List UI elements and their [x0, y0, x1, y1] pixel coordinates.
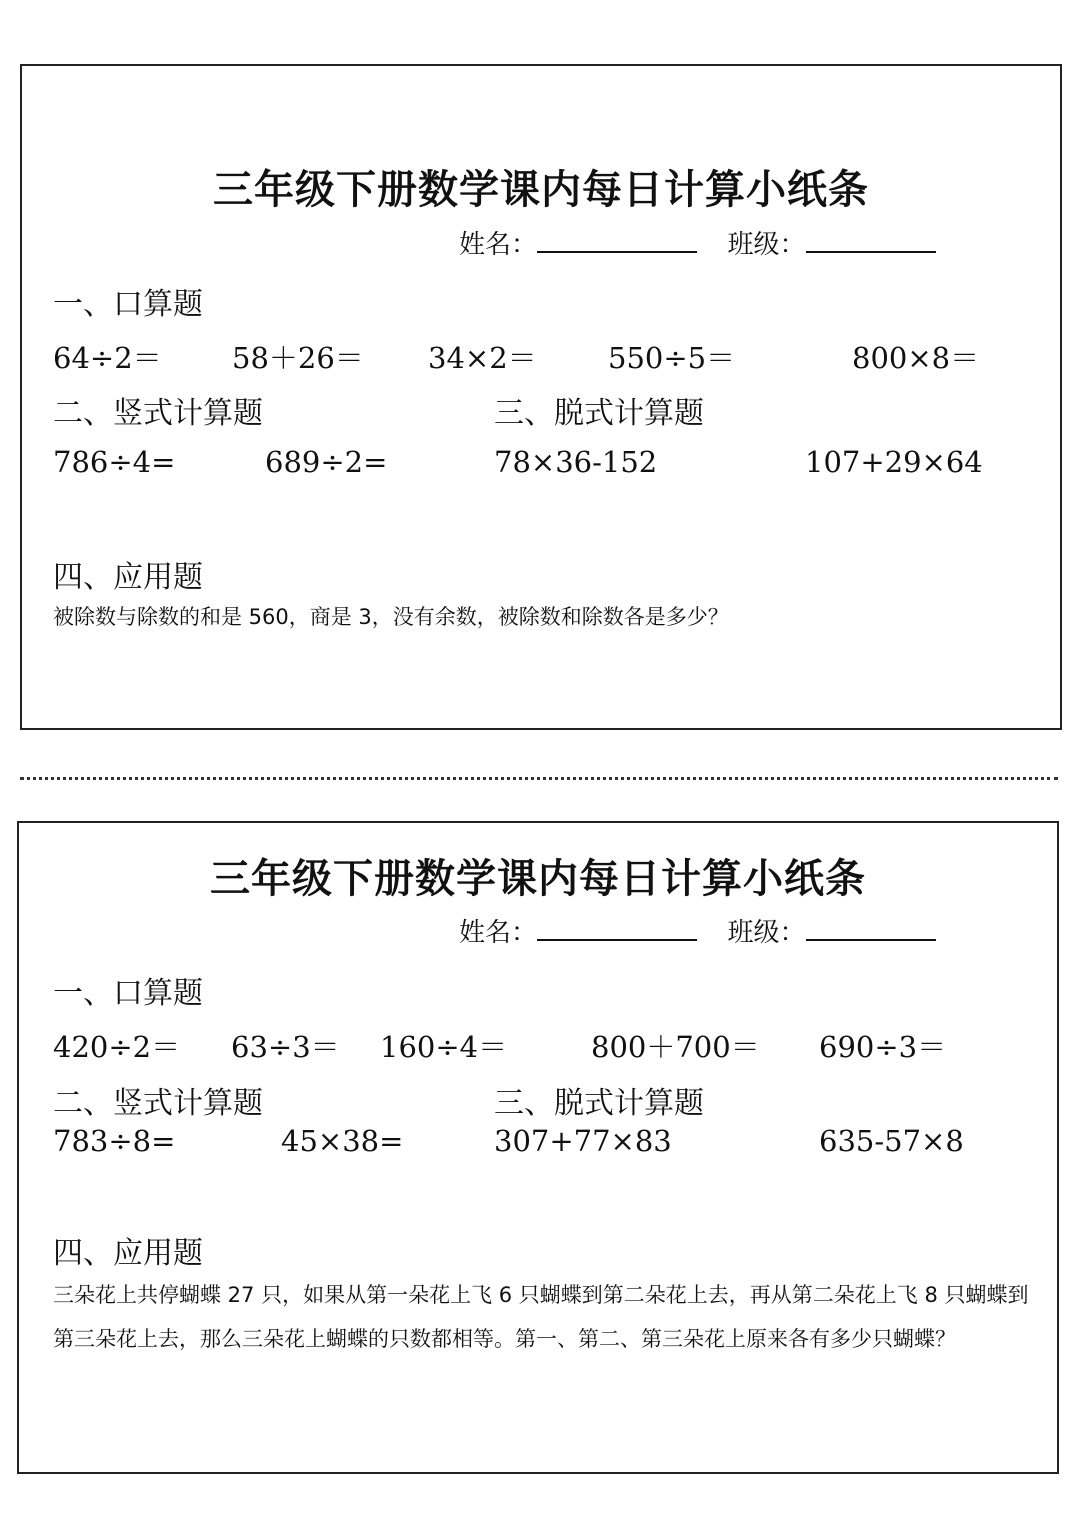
- student-info-row: [459, 912, 936, 949]
- stepwise-problem: 78×36-152: [494, 445, 658, 479]
- oral-problem: 800×8＝: [852, 341, 980, 375]
- oral-problem: 34×2＝: [428, 341, 537, 375]
- name-label: 姓名：: [459, 918, 538, 948]
- name-blank[interactable]: [537, 917, 697, 941]
- application-problem-text: 三朵花上共停蝴蝶 27 只，如果从第一朵花上飞 6 只蝴蝶到第二朵花上去，再从第二朵花上飞 8 只蝴蝶到第三朵花上去，那么三朵花上蝴蝶的只数都相等。第一、第二、第三朵花上原来各有多少只蝴蝶？: [53, 1283, 1029, 1351]
- card-title: 三年级下册数学课内每日计算小纸条: [210, 856, 866, 902]
- worksheet-card-1: [20, 64, 1062, 730]
- section-oral-heading: 一、口算题: [53, 976, 203, 1011]
- worksheet-card-2: [17, 821, 1059, 1474]
- oral-problem: 690÷3＝: [819, 1030, 947, 1064]
- oral-problem: 800＋700＝: [591, 1030, 760, 1064]
- cut-line: [20, 777, 1058, 780]
- class-blank[interactable]: [806, 917, 936, 941]
- section-oral-heading: 一、口算题: [53, 287, 203, 322]
- stepwise-problem: 307+77×83: [494, 1124, 672, 1158]
- class-label: 班级：: [727, 230, 806, 260]
- vertical-problem: 783÷8=: [53, 1124, 176, 1158]
- oral-problem: 63÷3＝: [231, 1030, 340, 1064]
- vertical-problem: 45×38=: [281, 1124, 404, 1158]
- section-application-heading: 四、应用题: [53, 560, 203, 595]
- oral-problem: 420÷2＝: [53, 1030, 181, 1064]
- oral-problem: 58＋26＝: [232, 341, 364, 375]
- oral-problem: 550÷5＝: [608, 341, 736, 375]
- name-blank[interactable]: [537, 229, 697, 253]
- oral-problem: 64÷2＝: [53, 341, 162, 375]
- section-vertical-heading: 二、竖式计算题: [53, 1086, 263, 1121]
- class-blank[interactable]: [806, 229, 936, 253]
- section-application-heading: 四、应用题: [53, 1236, 203, 1271]
- stepwise-problem: 635-57×8: [819, 1124, 964, 1158]
- vertical-problem: 689÷2=: [265, 445, 388, 479]
- application-problem-text: 被除数与除数的和是 560，商是 3，没有余数，被除数和除数各是多少？: [53, 605, 729, 629]
- section-stepwise-heading: 三、脱式计算题: [494, 396, 704, 431]
- stepwise-problem: 107+29×64: [805, 445, 983, 479]
- vertical-problem: 786÷4=: [53, 445, 176, 479]
- oral-problem: 160÷4＝: [380, 1030, 508, 1064]
- class-label: 班级：: [727, 918, 806, 948]
- section-stepwise-heading: 三、脱式计算题: [494, 1086, 704, 1121]
- student-info-row: [459, 224, 936, 261]
- name-label: 姓名：: [459, 230, 538, 260]
- section-vertical-heading: 二、竖式计算题: [53, 396, 263, 431]
- card-title: 三年级下册数学课内每日计算小纸条: [213, 167, 869, 213]
